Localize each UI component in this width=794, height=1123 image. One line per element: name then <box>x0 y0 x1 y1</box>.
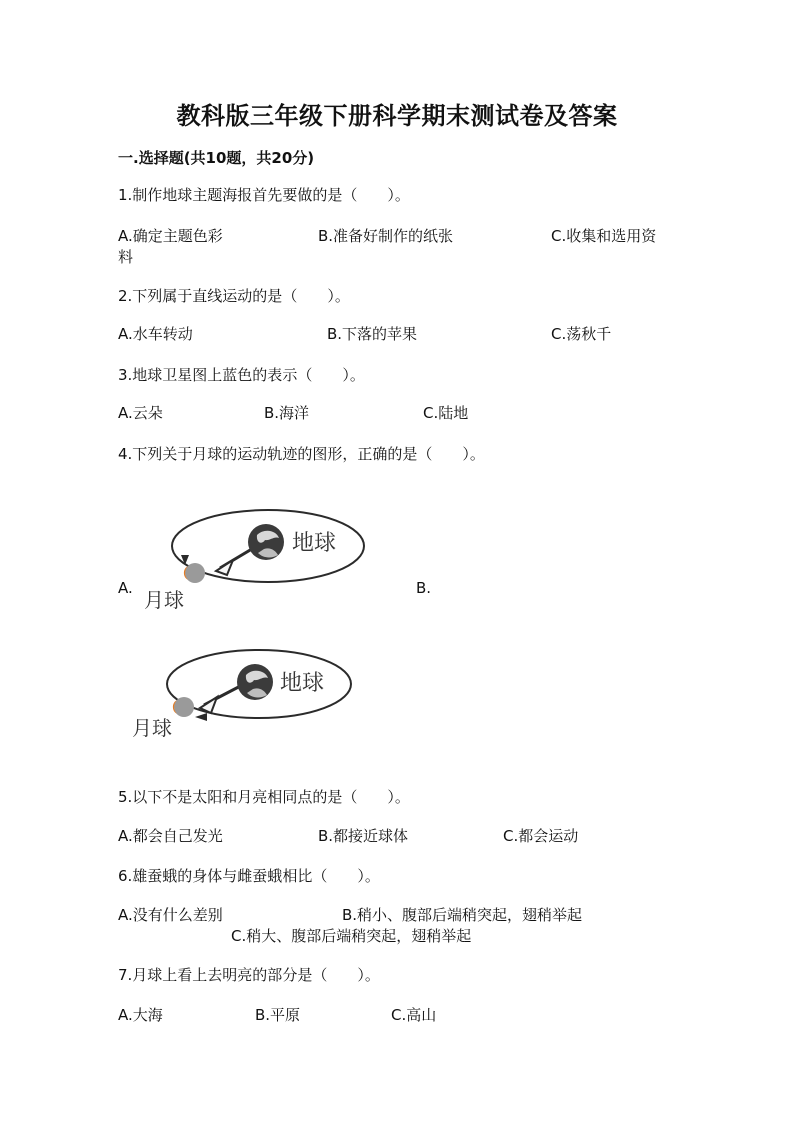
question-4-option-a[interactable]: A. <box>118 579 133 597</box>
question-2-option-b[interactable]: B.下落的苹果 <box>327 325 418 343</box>
question-7-option-a[interactable]: A.大海 <box>118 1006 163 1024</box>
earth-label: 地球 <box>280 671 325 696</box>
earth-globe-icon <box>237 664 273 700</box>
question-3-option-c[interactable]: C.陆地 <box>423 404 469 422</box>
question-6-option-c[interactable]: C.稍大、腹部后端稍突起，翅稍举起 <box>231 927 472 945</box>
earth-globe-icon <box>248 524 284 560</box>
question-7-option-b[interactable]: B.平原 <box>255 1006 301 1024</box>
question-6-option-b[interactable]: B.稍小、腹部后端稍突起，翅稍举起 <box>342 906 583 924</box>
question-1-option-c[interactable]: C.收集和选用资 <box>551 227 657 245</box>
question-1-option-b[interactable]: B.准备好制作的纸张 <box>318 227 454 245</box>
question-6-stem: 6.雄蚕蛾的身体与雌蚕蛾相比（ ）。 <box>118 867 380 885</box>
question-5-stem: 5.以下不是太阳和月亮相同点的是（ ）。 <box>118 788 410 806</box>
question-4-option-b[interactable]: B. <box>416 579 432 597</box>
orbit-direction-arrow <box>195 713 207 721</box>
moon-orbit-diagram-a <box>138 504 398 619</box>
question-7-stem: 7.月球上看上去明亮的部分是（ ）。 <box>118 966 380 984</box>
moon-orbit-diagram-b <box>128 641 388 756</box>
question-4-stem: 4.下列关于月球的运动轨迹的图形，正确的是（ ）。 <box>118 445 485 463</box>
question-3-stem: 3.地球卫星图上蓝色的表示（ ）。 <box>118 366 365 384</box>
earth-label: 地球 <box>292 531 337 556</box>
question-1-option-a[interactable]: A.确定主题色彩 <box>118 227 223 245</box>
question-1-stem: 1.制作地球主题海报首先要做的是（ ）。 <box>118 186 410 204</box>
question-6-option-a[interactable]: A.没有什么差别 <box>118 906 223 924</box>
question-3-option-a[interactable]: A.云朵 <box>118 404 163 422</box>
moon-label: 月球 <box>144 588 184 612</box>
question-2-option-a[interactable]: A.水车转动 <box>118 325 193 343</box>
question-7-option-c[interactable]: C.高山 <box>391 1006 437 1024</box>
question-3-option-b[interactable]: B.海洋 <box>264 404 310 422</box>
question-2-stem: 2.下列属于直线运动的是（ ）。 <box>118 287 350 305</box>
question-5-option-b[interactable]: B.都接近球体 <box>318 827 409 845</box>
moon-label: 月球 <box>132 716 172 740</box>
question-2-option-c[interactable]: C.荡秋千 <box>551 325 612 343</box>
question-5-option-a[interactable]: A.都会自己发光 <box>118 827 223 845</box>
question-1-option-c-wrap: 料 <box>118 248 134 266</box>
page-title: 教科版三年级下册科学期末测试卷及答案 <box>176 101 618 130</box>
question-5-option-c[interactable]: C.都会运动 <box>503 827 579 845</box>
gravity-arrow-head <box>216 560 233 575</box>
section-heading: 一.选择题(共10题，共20分) <box>118 149 315 167</box>
